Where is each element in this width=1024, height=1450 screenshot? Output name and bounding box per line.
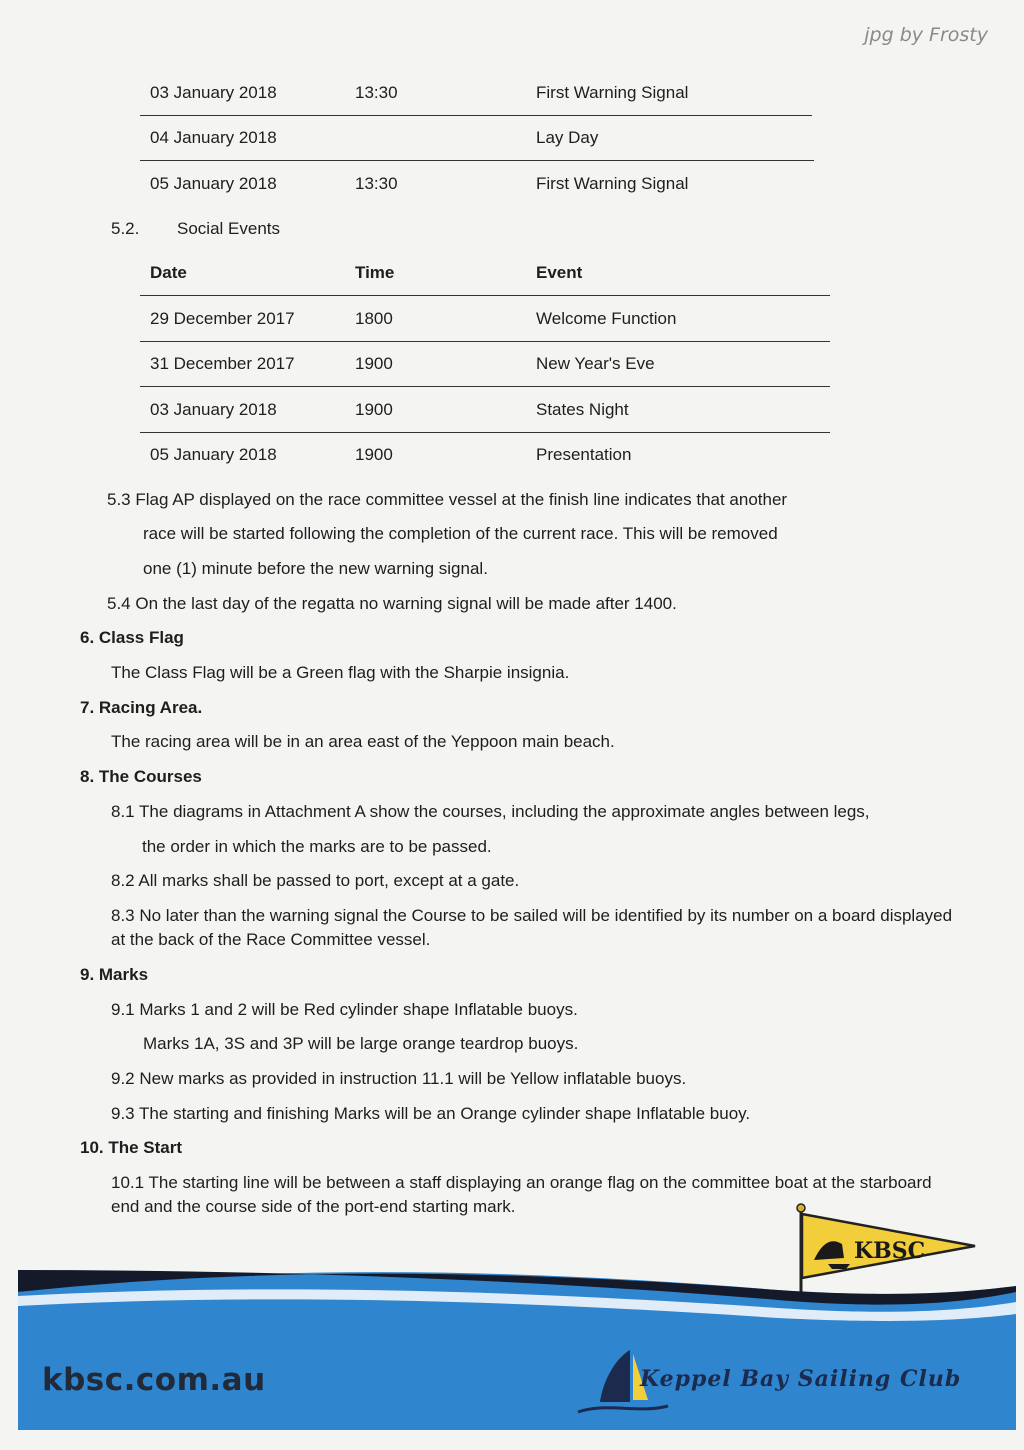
divider: [140, 115, 812, 116]
date-cell: 31 December 2017: [150, 354, 295, 373]
table-row: [140, 127, 830, 171]
date-cell: 05 January 2018: [150, 174, 277, 193]
header-time: Time: [355, 263, 395, 282]
heading-marks: 9. Marks: [80, 965, 149, 984]
table-row: [140, 82, 830, 126]
paragraph-9-2: 9.2 New marks as provided in instruction 11.1 will be Yellow inflatable buoys.: [111, 1069, 687, 1088]
paragraph-9-3: 9.3 The starting and finishing Marks will be an Orange cylinder shape Inflatable buoy.: [111, 1104, 751, 1123]
table-row: [140, 444, 830, 488]
event-cell: New Year's Eve: [536, 354, 655, 373]
divider: [140, 295, 830, 296]
date-cell: 03 January 2018: [150, 83, 277, 102]
paragraph-9-1: 9.1 Marks 1 and 2 will be Red cylinder shape Inflatable buoys.: [111, 1000, 578, 1019]
paragraph-8-1-line1: 8.1 The diagrams in Attachment A show the courses, including the approximate angles between legs,: [111, 802, 870, 821]
time-cell: 1900: [355, 354, 393, 373]
date-cell: 29 December 2017: [150, 309, 295, 328]
table-row: [140, 308, 830, 352]
paragraph-7: The racing area will be in an area east of the Yeppoon main beach.: [111, 732, 615, 751]
paragraph-8-1-line2: the order in which the marks are to be passed.: [142, 837, 492, 856]
footer-banner: [18, 1262, 1016, 1430]
heading-start: 10. The Start: [80, 1138, 183, 1157]
event-cell: First Warning Signal: [536, 83, 689, 102]
club-name: Keppel Bay Sailing Club: [640, 1366, 962, 1392]
flagpole-finial: [797, 1204, 805, 1212]
table-row: [140, 399, 830, 443]
heading-racing-area: 7. Racing Area.: [80, 698, 203, 717]
divider: [140, 160, 814, 161]
header-date: Date: [150, 263, 187, 282]
heading-courses: 8. The Courses: [80, 767, 202, 786]
paragraph-5-3-line2: race will be started following the completion of the current race. This will be removed: [143, 524, 778, 543]
divider: [140, 432, 830, 433]
date-cell: 03 January 2018: [150, 400, 277, 419]
time-cell: 13:30: [355, 83, 398, 102]
date-cell: 04 January 2018: [150, 128, 277, 147]
date-cell: 05 January 2018: [150, 445, 277, 464]
paragraph-5-3-line1: 5.3 Flag AP displayed on the race committee vessel at the finish line indicates that another: [107, 490, 788, 509]
event-cell: First Warning Signal: [536, 174, 689, 193]
table-row: [140, 353, 830, 397]
paragraph-8-2: 8.2 All marks shall be passed to port, except at a gate.: [111, 871, 520, 890]
section-title: Social Events: [177, 219, 280, 238]
table-header: [140, 262, 830, 306]
event-cell: States Night: [536, 400, 629, 419]
event-cell: Presentation: [536, 445, 632, 464]
paragraph-5-3-line3: one (1) minute before the new warning signal.: [143, 559, 488, 578]
section-number: 5.2.: [111, 219, 140, 238]
paragraph-10-1: 10.1 The starting line will be between a staff displaying an orange flag on the committee boat at the starboard end and the course side of the port-end starting mark.: [111, 1173, 932, 1216]
table-row: [140, 173, 830, 217]
time-cell: 13:30: [355, 174, 398, 193]
event-cell: Lay Day: [536, 128, 599, 147]
heading-class-flag: 6. Class Flag: [80, 628, 184, 647]
paragraph-5-4: 5.4 On the last day of the regatta no warning signal will be made after 1400.: [107, 594, 677, 613]
header-event: Event: [536, 263, 583, 282]
divider: [140, 386, 830, 387]
paragraph-8-3: 8.3 No later than the warning signal the Course to be sailed will be identified by its number on a board displayed at the back of the Race Committee vessel.: [111, 906, 953, 949]
time-cell: 1900: [355, 445, 393, 464]
time-cell: 1800: [355, 309, 393, 328]
time-cell: 1900: [355, 400, 393, 419]
website-link[interactable]: kbsc.com.au: [42, 1362, 266, 1398]
event-cell: Welcome Function: [536, 309, 677, 328]
paragraph-9-1b: Marks 1A, 3S and 3P will be large orange teardrop buoys.: [143, 1034, 579, 1053]
flag-text: KBSC: [854, 1238, 926, 1264]
watermark: jpg by Frosty: [864, 24, 988, 46]
divider: [140, 341, 830, 342]
paragraph-6: The Class Flag will be a Green flag with the Sharpie insignia.: [111, 663, 570, 682]
